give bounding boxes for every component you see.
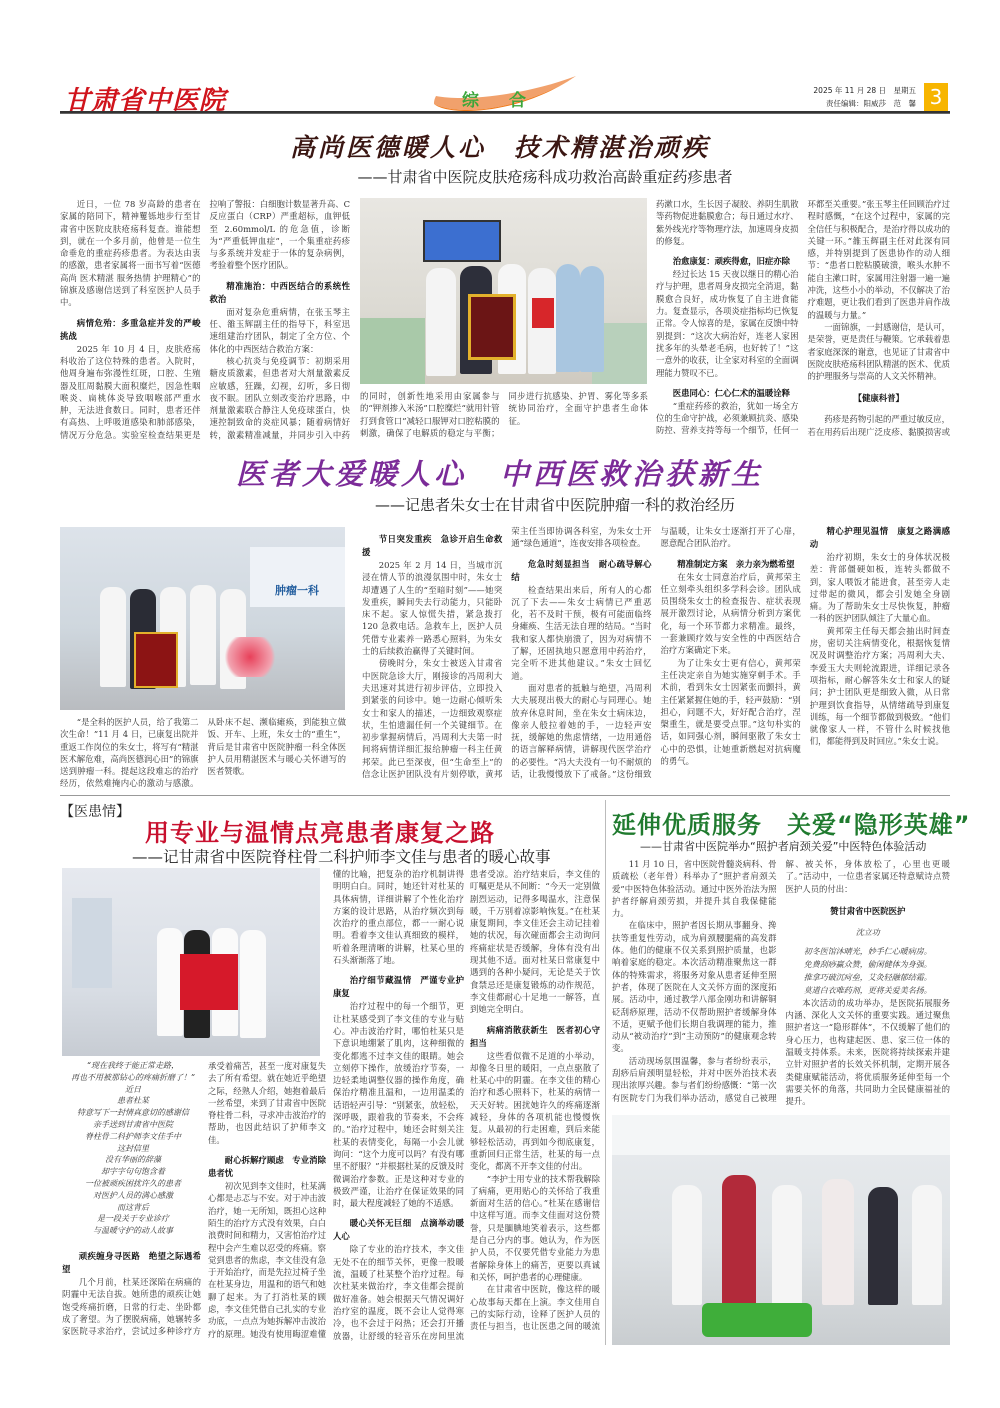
article1-photo <box>360 198 647 384</box>
paragraph: 药疹是药物引起的严重过敏反应，若在用药后出现广泛皮疹、黏膜损害或 <box>807 414 950 437</box>
flower-bouquet <box>220 637 280 677</box>
paragraph: 患者受凉。治疗结束后，李文佳的叮嘱更是从不间断：“今天一定别做剧烈运动，记得多喝温水，注意保暖，千万别着凉影响恢复。”在杜某康复期间，李文佳还会主动记挂着她的状况，每次碰面都会主动询问疼痛症状是否缓解，身体有没有出现其他不适。面对杜某日常康复中遇到的各种小疑问，无论是关于饮食禁忌还是康复锻炼的动作规范，李文佳都耐心十足地一一解答，直到她完全明白。 <box>470 869 600 1015</box>
paragraph: 面对复杂危重病情，在张玉琴主任、雒玉辉副主任的指导下，科室迅速组建治疗团队，制定了全方位、个体化的中西医结合救治方案： <box>209 306 350 354</box>
newspaper-logo: 甘肃省中医院 <box>64 86 227 116</box>
poem-line: 患者杜某 <box>117 1096 149 1106</box>
article3-body-3 <box>333 868 464 1346</box>
section-heading: 病痛消散获新生 医者初心守担当 <box>470 1024 600 1048</box>
paragraph: 懂的比喻，把复杂的治疗机制讲得明明白白。同时，她还针对杜某的具体病情，详细讲解了个性化治疗方案的设计思路，从治疗频次到每次治疗的重点部位，都一一耐心说明。看着李文佳认真细致的模样，听着条理清晰的讲解，杜某心里的石头渐渐落了地。 <box>333 869 464 966</box>
poem-line: 而这背后 <box>117 1202 149 1212</box>
article3-body-2 <box>208 1060 326 1346</box>
pennant-banner <box>468 294 516 360</box>
paragraph: 检查结果出来后，所有人的心都沉了下去——朱女士病情已严重恶化，若不及时干预，极有可能面临终身瘫痪、生活无法自理的结局。“当时我和家人都快崩溃了，因为对病情不了解，还固执地只愿意用中药治疗，完全听不进其他建议。”朱女士回忆道。 <box>511 584 652 681</box>
section-heading: 治疗细节藏温情 严谨专业护康复 <box>333 975 464 999</box>
poem-author: 沈立功 <box>855 927 880 937</box>
section-heading: 赞甘肃省中医院医护 <box>830 905 906 916</box>
section-heading: 【健康科普】 <box>853 393 904 404</box>
article2-lead <box>60 716 346 790</box>
paragraph: 在朱女士同意治疗后，黄邦荣主任立刻牵头组织多学科会诊。团队成员围绕朱女士的检查报告、症状表现展开激烈讨论，从病情分析到方案优化，每一个环节都力求精准。最终，一套兼顾疗效与安全性的中西医结合治疗方案确定下来。 <box>660 571 801 656</box>
article2-subtitle: ——记患者朱女士在甘肃省中医院肿瘤一科的救治经历 <box>374 496 735 514</box>
paragraph: 核心抗炎与免疫调节：初期采用糖皮质激素，但患者对大剂量激素反应敏感，狂躁，幻视，幻听，多日彻夜不眠。团队立刻改变治疗思路，中剂量激素联合静注人免疫球蛋白，快速控制致命的炎症风暴；随着病情好转，激素精准减量，并同步引入中药 <box>209 355 350 440</box>
issue-date: 2025 年 11 月 28 日 星期五 <box>813 86 916 95</box>
masthead-rule <box>60 111 950 114</box>
poem-line: 初冬医馆沐晴光，妙手仁心暖病房。 <box>803 946 932 956</box>
article3-subtitle: ——记甘肃省中医院脊柱骨二科护师李文佳与患者的暖心故事 <box>132 848 551 866</box>
paragraph: 几个月前，杜某还深陷在病痛的阴霾中无法自拔。她所患的顽疾让她饱受疼痛折磨，日常的行走、坐卧都成了奢望。为了摆脱病痛，她辗转多家医院寻求治疗，尝试过多种诊疗方 <box>62 1277 201 1337</box>
poem-line: 与温暖守护的动人故事 <box>93 1226 173 1236</box>
article1-body-right <box>656 198 950 448</box>
poem-line: “现在我终于能正常走路， <box>86 1061 180 1070</box>
article4-title: 延伸优质服务 关爱“隐形英雄” <box>612 811 971 839</box>
article3-body-4 <box>470 868 600 1346</box>
paragraph: 除了专业的治疗技术，李文佳无处不在的细节关怀，更像一股暖流，温暖了杜某整个治疗过程。每次杜某来做治疗，李文佳都会提前做好准备。她会根据天气情况调好治疗室的温度，既不会让人觉得寒冷，也不会过于闷热；还会打开播放器，让舒缓的轻音乐在房间里流 <box>333 1244 464 1341</box>
paragraph: 治疗过程中的每一个细节，更让杜某感受到了李文佳的专业与贴心。冲击波治疗时，哪怕杜某只是下意识地绷紧了肌肉，这种细微的变化都逃不过李文佳的眼睛。她会立刻停下操作，放缓治疗节奏，一边轻柔地调整仪器的操作角度，确保治疗精准且温和，一边用温柔的话语轻声引导：“别紧张，放轻松，深呼吸，跟着我的节奏来，不会疼的。”治疗过程中，她还会时刻关注杜某的表情变化，每隔一小会儿就询问：“这个力度可以吗？有没有哪里不舒服？”并根据杜某的反馈及时微调治疗参数。正是这种对专业的极致严谨，让治疗在保证效果的同时，最大程度减轻了她的不适感。 <box>333 1001 464 1209</box>
paragraph: 活动现场氛围温馨，参与者纷纷表示，刮痧后肩颈明显轻松，并对中医外治技术表现出浓厚兴趣。参与者们纷纷感慨：“第一次有医院专门为我们举办活动，感觉自己被理解、被关怀，身体放松了，心里也更暖了。”活动中，一位患者家属还特意赋诗点赞医护人员的付出： <box>612 859 950 1103</box>
article1-body-cont <box>360 390 648 443</box>
paragraph: 本次活动的成功举办，是医院拓展服务内涵、深化人文关怀的重要实践。通过聚焦照护者这一“隐形群体”，不仅缓解了他们的身心压力，也构建起医、患、家三位一体的温暖支持体系。未来，医院将持续探索并建立针对照护者的长效关怀机制，定期开展各类健康赋能活动，将优质服务延伸至每一个需要关怀的角落，共同助力全民健康福祉的提升。 <box>785 997 950 1107</box>
article4-photo <box>612 1115 950 1345</box>
section-divider <box>60 795 950 796</box>
poem-line: 再也不用被那钻心的疼痛折磨了！” <box>70 1072 196 1082</box>
poem-line: 却字字句句饱含着 <box>101 1167 165 1177</box>
issue-info <box>813 84 916 110</box>
poem-line: 亲手送到甘肃省中医院 <box>93 1119 173 1129</box>
section-heading: 精准施治：中西医结合的系统性救治 <box>209 280 350 304</box>
paragraph: 一面锦旗，一封感谢信，是认可，是荣誉，更是责任与鞭策。它承载着患者家庭深深的谢意，也见证了甘肃省中医院皮肤疮疡科团队精湛的医术、优质的护理服务与崇高的人文关怀精神。 <box>807 321 950 382</box>
column-divider <box>605 800 606 1345</box>
paragraph: 近日，一位 78 岁高龄的患者在家属的陪同下，精神矍铄地步行至甘肃省中医院皮肤疮疡科复查。谁能想到，就在一个多月前，他曾是一位生命垂危的重症药疹患者。为表达由衷的感激，患者家属将一面书写着“医德高尚 医术精湛 服务热情 护理精心”的锦旗及感谢信送到了科室医护人员手中。 <box>60 199 201 308</box>
page-number: 3 <box>924 83 948 111</box>
article2-body <box>362 525 950 789</box>
paragraph: 在甘肃省中医院，像这样的暖心故事每天都在上演。李文佳用自己的实际行动，诠释了医护人员的责任与担当，也让医患之间的暖流 <box>470 1284 600 1332</box>
column-tag: 【医患情】 <box>60 804 130 820</box>
section-name: 综合 <box>462 91 556 111</box>
section-heading: 顽疾缠身寻医路 绝望之际遇希望 <box>62 1251 201 1274</box>
paragraph: “重症药疹的救治，犹如一场全方位的生命守护战，必须兼顾抗炎、感染防控、营养支持等每一个细节，任何一环都至关重要。”张玉琴主任回顾治疗过程时感慨，“在这个过程中，家属的完全信任与积极配合，是治疗得以成功的关键一环。”雒玉辉副主任对此深有同感，并特别提到了医患协作的动人细节：“患者口腔粘膜破溃，喉头水肿不能自主漱口时，家属用注射器一遍一遍冲洗，这些小小的举动，不仅解决了治疗难题，更让我们看到了医患并肩作战的温暖与力量。” <box>656 199 950 436</box>
thank-you-letter <box>532 298 554 328</box>
article4-body <box>612 858 950 1110</box>
paragraph: 2025 年 2 月 14 日，当城市沉浸在情人节的浪漫氛围中时，朱女士却遭遇了人生的“至暗时刻”——她突发重疾，瞬间失去行动能力，只能卧床不起。家人惊慌失措，紧急拨打 120 急救电话。急救车上，医护人员凭借专业素养一路悉心照料，为朱女士的后续救治赢得了关键时间。 <box>362 560 503 657</box>
department-sign: 肿瘤一科 <box>275 584 319 597</box>
paragraph: 承受着痛苦，甚至一度对康复失去了所有希望。就在她近乎绝望之际，经熟人介绍，她抱着最后一丝希望，来到了甘肃省中医院脊柱骨二科，寻求冲击波治疗的帮助，也因此结识了护师李文佳。 <box>208 1061 326 1145</box>
paragraph: 傍晚时分，朱女士被送入甘肃省中医院急诊大厅，刚接诊的冯周利大夫迅速对其进行初步评估，立即投入到紧张的问诊中。她一边耐心倾听朱女士和家人的描述，一边细致观察症状，生怕遗漏任何一个关键细节。在初步掌握病情后，冯周利大夫第一时间将病情详细汇报给肿瘤一科主任黄邦荣。此已至深夜，但“生命至上”的信念让医护团队没有片刻停歇，黄邦荣主任当即协调各科室，为朱女士开通“绿色通道”，连夜安排各项检查。 <box>362 526 652 780</box>
paragraph: “是全科的医护人员，给了我第二次生命！”11 月 4 日，已康复出院并重返工作岗位的朱女士，将写有“精湛医术解危难，高尚医德润心田”的锦旗送到肿瘤一科。提起这段难忘的治疗经历，依然难掩内心的激动与感激。从卧床不起、濒临瘫痪，到能独立做饭、开车、上班，朱女士的“重生”，背后是甘肃省中医院肿瘤一科全体医护人员用精湛医术与暖心关怀谱写的医者赞歌。 <box>60 717 346 789</box>
paragraph: 药漱口水，生长因子凝胶、养阴生肌散等药物促进黏膜愈合；每日通过水疗、紫外线光疗等物理疗法，加速周身皮损的修复。 <box>656 199 799 246</box>
poem-line: 对医护人员的满心感激 <box>93 1190 173 1200</box>
green-chair <box>702 1303 812 1337</box>
article3-body-1 <box>62 1242 201 1346</box>
section-heading: 病情危殆：多重急症并发的严峻挑战 <box>60 317 201 341</box>
section-heading: 耐心拆解疗顾虑 专业消除患者忧 <box>208 1155 326 1179</box>
paragraph: 这些看似微不足道的小举动，却像冬日里的暖阳，一点点驱散了杜某心中的阴霾。在李文佳的精心治疗和悉心照料下，杜某的病情一天天好转。困扰她许久的疼痛逐渐减轻，身体的各项机能也慢慢恢复。从最初的行走困难，到后来能够轻松活动，再到如今彻底康复，重新回归正常生活，杜某的每一点变化，都离不开李文佳的付出。 <box>470 1050 600 1172</box>
article3-poem <box>60 1060 206 1237</box>
poem-line: 这封信里 <box>117 1143 149 1153</box>
section-heading: 治愈康复：顽疾得愈，旧症亦除 <box>672 256 791 267</box>
pennant-banner <box>134 632 178 688</box>
section-heading: 精准制定方案 亲力亲为燃希望 <box>677 558 795 569</box>
paragraph: “李护士用专业的技术帮我解除了病痛，更用贴心的关怀给了我重新面对生活的信心。”杜某在感谢信中这样写道。而李文佳面对这份赞誉，只是腼腆地笑着表示，这些都是自己分内的事。她认为，作为医护人员，不仅要凭借专业能力为患者解除身体上的痛苦，更要以真诚和关怀，呵护患者的心理健康。 <box>470 1173 600 1282</box>
paragraph: 2025 年 10 月 4 日，皮肤疮疡科收治了这位特殊的患者。入院时，他周身遍布弥漫性红斑，口腔、生殖器及肛周黏膜大面积糜烂，因急性咽喉炎、扁桃体炎导致咽喉部严重水肿，无法进食数日。同时，患者还伴有高热、上呼吸道感染和肺部感染，情况万分危急。实验室检查结果更是拉响了警报：白细胞计数显著升高、C 反应蛋白（CRP）严重超标，血钾低至 2.60mmol/L 的危急值，诊断为“严重低钾血症”，一个集重症药疹与多系统并发症于一体的复杂病例，考验着整个医疗团队。 <box>60 199 350 440</box>
poem-line: 没有华丽的辞藻 <box>105 1155 161 1165</box>
article3-photo <box>62 868 320 1056</box>
section-heading: 暖心关怀无巨细 点滴举动暖人心 <box>333 1218 464 1242</box>
article2-title: 医者大爱暖人心 中西医救治获新生 <box>235 457 764 491</box>
editors: 责任编辑：阳威莎 范 馨 <box>826 99 916 108</box>
paragraph: 黄邦荣主任每天都会抽出时间查房，密切关注病情变化，根据恢复情况及时调整治疗方案；冯周利大夫、李爱玉大夫则轮流跟进，详细记录各项指标，耐心解答朱女士和家人的疑问；护士团队更是细致入微，从日常护理到饮食指导，从情绪疏导到康复训练，每一个细节都做到极致。“他们就像家人一样，不管什么时候找他们，都能得到及时回应。”朱女士说。 <box>809 625 950 747</box>
paragraph: 为了让朱女士更有信心，黄邦荣主任决定亲自为她实施穿刺手术。手术前，看到朱女士因紧张而颤抖，黄主任紧紧握住她的手，轻声鼓励：“别担心，问题不大，好好配合治疗，涅槃重生，就是要受点罪。”这句朴实的话，如同强心剂，瞬间驱散了朱女士心中的恐惧，让她重新燃起对抗病魔的勇气。 <box>660 657 801 767</box>
article3-title: 用专业与温情点亮患者康复之路 <box>145 819 495 847</box>
poem-line: 免费刮痧赢众赞，偷闲健体为身强。 <box>803 959 932 969</box>
paragraph: 面对患者的抵触与绝望，冯周利大夫展现出极大的耐心与同理心。她放弃休息时间，坐在朱女士病床边，像亲人般拉着她的手，一边轻声安抚，缓解她的焦虑情绪，一边用通俗的语言解释病情，讲解现代医学治疗的必要性。“冯大夫没有一句不耐烦的话，让我慢慢放下了戒备。”这份细致与温暖，让朱女士逐渐打开了心扉，愿意配合团队治疗。 <box>511 526 801 780</box>
article1-subtitle: ——甘肃省中医院皮肤疮疡科成功救治高龄重症药疹患者 <box>357 168 733 186</box>
article1-body <box>60 198 350 443</box>
poem-line: 莫道白衣唯药剂，更将关爱美名扬。 <box>803 985 932 995</box>
section-heading: 精心护理见温情 康复之路满感动 <box>809 526 950 549</box>
article2-photo <box>60 527 345 710</box>
paragraph: 的同时，创新性地采用由家属参与的“钾剂掺入米汤”口腔糜烂“就用针管打到食管口”减轻口服钾对口腔粘膜的刺激，确保了电解质的稳定与平衡；同步进行抗感染、护胃、雾化等多系统协同治疗，全面守护患者生命体征。 <box>360 391 648 438</box>
section-heading: 节日突发重疾 急诊开启生命救援 <box>362 534 503 557</box>
article1-title: 高尚医德暖人心 技术精湛治顽疾 <box>289 133 710 162</box>
article4-subtitle: ——甘肃省中医院举办“照护者肩颈关爱”中医特色体验活动 <box>640 840 927 853</box>
paragraph: 在临床中，照护者因长期从事翻身、搀扶等重复性劳动，成为肩颈腰腿痛的高发群体。他们的健康不仅关系到照护质量，也影响着家庭的稳定。本次活动精准聚焦这一群体的特殊需求，将服务对象从患者延伸至照护者，体现了医院在人文关怀方面的深度拓展。活动中，通过教学八部金刚功和讲解铜砭刮痧原理，活动不仅帮助照护者缓解身体不适，更赋予他们长期自我调理的能力，推动从“被动治疗”到“主动预防”的健康观念转变。 <box>612 920 777 1054</box>
paragraph: 11 月 10 日，省中医院骨髓炎病科、骨质疏松（老年骨）科举办了“照护者肩颈关爱”中医特色体验活动。通过中医外治法为照护者纾解肩颈劳损，并提升其自我保健能力。 <box>612 859 777 919</box>
paragraph: 经过长达 15 天夜以继日的精心治疗与护理，患者周身皮损完全消退，黏膜愈合良好，成功恢复了自主进食能力。复查显示，各项炎症指标均已恢复正常。令人惊喜的是，家属在反馈中特别提到：“这次大病治好，连老人家困扰多年的头晕老毛病，也好转了！”这一意外的收获，让全家对科室的全面调理能力赞叹不已。 <box>656 269 799 378</box>
thank-you-letter <box>180 954 238 1010</box>
poem-line: 近日 <box>125 1084 141 1094</box>
poem-line: 是一段关于专业诊疗 <box>97 1214 169 1224</box>
paragraph: 治疗初期，朱女士的身体状况极差：背部僵硬如板，连转头都做不到，家人喂饭才能进食，甚至旁人走过带起的微风，都会引发她全身剧痛。为了帮助朱女士尽快恢复，肿瘤一科的医护团队倾注了大量心血。 <box>809 552 950 624</box>
paragraph: 初次见到李文佳时，杜某满心都是忐忑与不安。对于冲击波治疗，她一无所知，既担心这种陌生的治疗方式没有效果，白白浪费时间和精力，又害怕治疗过程中会产生难以忍受的疼痛。察觉到患者的焦虑，李文佳没有急于开始治疗，而是先拉过椅子坐在杜某身边，用温和的语气和她聊了起来。为了打消杜某的顾虑，李文佳凭借自己扎实的专业功底，一点点为她拆解冲击波治疗的原理。她没有使用晦涩难懂 <box>208 1181 326 1339</box>
poem-line: 推拿巧破沉疴垒，艾灸轻融郁结霜。 <box>803 972 932 982</box>
section-heading: 危急时刻显担当 耐心疏导解心结 <box>511 558 652 582</box>
section-heading: 医患同心：仁心仁术的温暖诠释 <box>672 387 791 398</box>
poem-line: 脊柱骨二科护师李文佳手中 <box>85 1131 181 1141</box>
poem-line: 一位被顽疾困扰许久的患者 <box>85 1178 181 1188</box>
poem-line: 特意写下一封情真意切的感谢信 <box>77 1108 189 1118</box>
